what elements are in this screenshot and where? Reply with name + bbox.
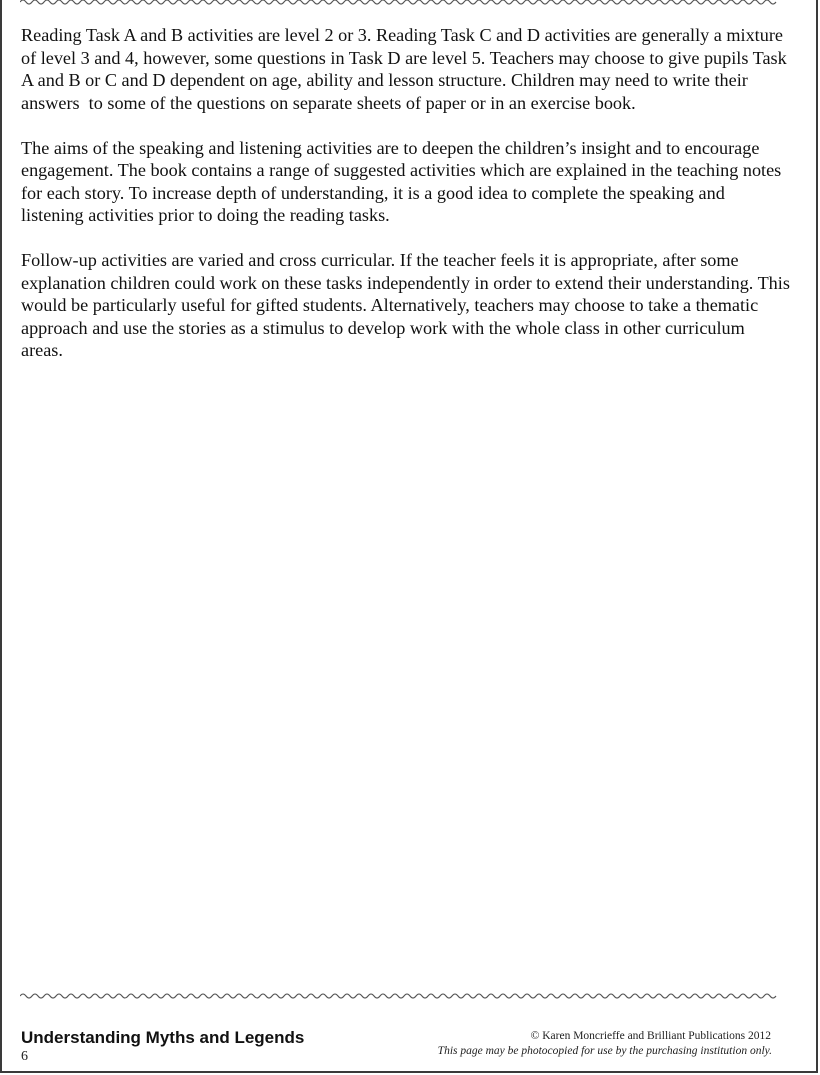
page-number: 6 <box>21 1049 28 1064</box>
paragraph-speaking-listening: The aims of the speaking and listening activities are to deepen the children’s insight and to encourage engagement. The book contains a range of suggested activities which are explained in the teaching notes for each story. To increase depth of understanding, it is a good idea to complete the speaking and listening activities prior to doing the reading tasks. <box>21 137 786 225</box>
copyright-notice: © Karen Moncrieffe and Brilliant Publications 2012 <box>530 1030 771 1042</box>
photocopy-notice: This page may be photocopied for use by the purchasing institution only. <box>437 1045 772 1057</box>
wavy-rule-top <box>20 0 778 6</box>
footer-book-title: Understanding Myths and Legends <box>21 1028 305 1047</box>
paragraph-reading-tasks: Reading Task A and B activities are level 2 or 3. Reading Task C and D activities are generally a mixture of level 3 and 4, however, some questions in Task D are level 5. Teachers may choose to give pupils Task A and B or C and D dependent on age, ability and lesson structure. Children may need to write their answers to some of the questions on separate sheets of paper or in an exercise book. <box>21 25 791 113</box>
paragraph-follow-up: Follow-up activities are varied and cross curricular. If the teacher feels it is appropriate, after some explanation children could work on these tasks independently in order to extend their understanding. This would be particularly useful for gifted students. Alternatively, teachers may choose to take a thematic approach and use the stories as a stimulus to develop work with the whole class in other curriculum areas. <box>21 250 795 360</box>
body-text <box>21 24 795 384</box>
wavy-rule-bottom <box>20 992 778 1000</box>
